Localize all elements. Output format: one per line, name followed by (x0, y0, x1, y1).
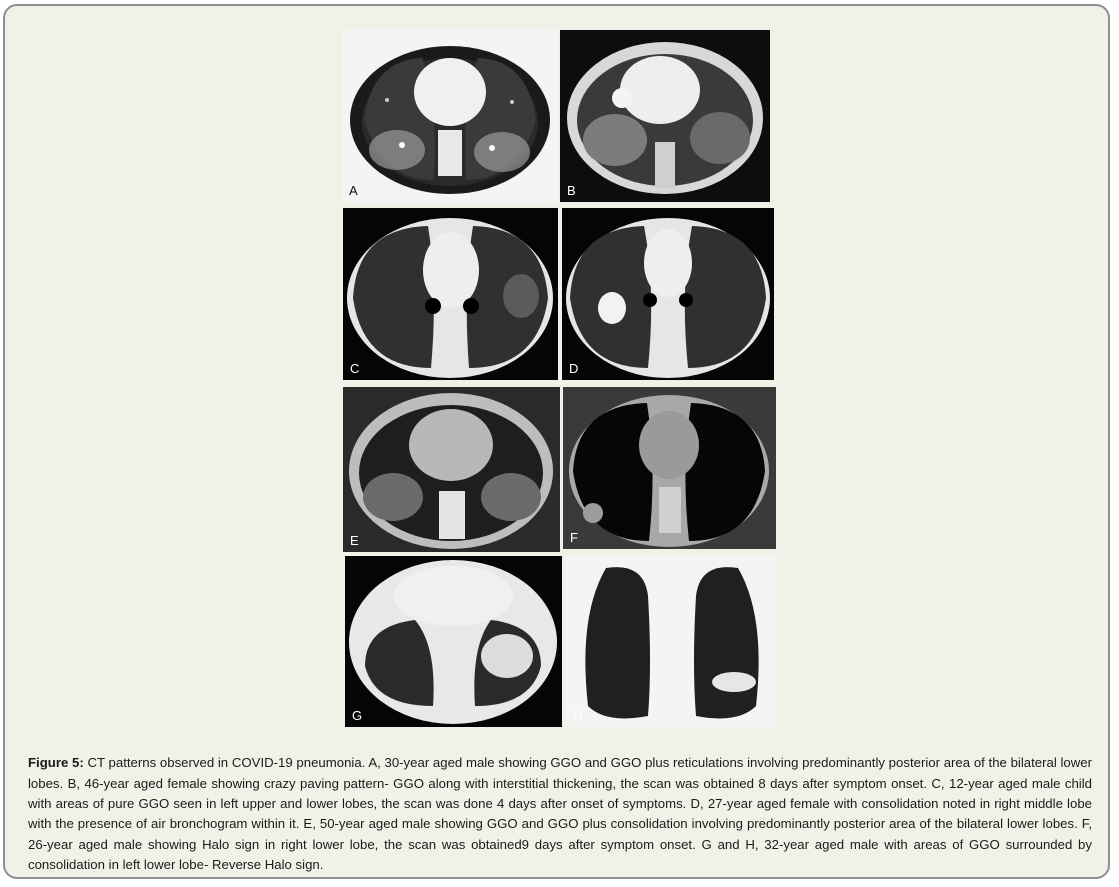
ct-image-f (563, 387, 776, 549)
ct-image-c (343, 208, 558, 380)
panel-label-a: A (349, 183, 358, 198)
ct-panel-a (342, 30, 558, 202)
ct-image-e (343, 387, 560, 552)
figure-caption (28, 753, 1092, 875)
panel-label-e: E (350, 533, 359, 548)
ct-panel-b (560, 30, 770, 202)
ct-image-h (566, 556, 777, 727)
ct-image-a (342, 30, 558, 202)
ct-image-g (345, 556, 562, 727)
ct-panel-e (343, 387, 560, 552)
panel-label-f: F (570, 530, 578, 545)
ct-panel-g (345, 556, 562, 727)
ct-panel-h (566, 556, 777, 727)
panel-label-d: D (569, 361, 579, 376)
ct-panel-c (343, 208, 558, 380)
ct-panel-f (563, 387, 776, 549)
panel-label-b: B (567, 183, 576, 198)
panel-label-h: H (573, 708, 583, 723)
caption-text: CT patterns observed in COVID-19 pneumonia. A, 30-year aged male showing GGO and GGO plus reticulations involving predominantly posterior area of the bilateral lower lobes. B, 46-year aged female showing crazy paving pattern- GGO along with interstitial thickening, the scan was obtained 8 days after symptom onset. C, 12-year aged male child with areas of pure GGO seen in left upper and lower lobes, the scan was done 4 days after onset of symptoms. D, 27-year aged female with consolidation noted in right middle lobe with the presence of air bronchogram within it. E, 50-year aged male showing GGO and GGO plus consolidation involving predominantly posterior area of the bilateral lower lobes. F, 26-year aged male showing Halo sign in right lower lobe, the scan was obtained9 days after symptom onset. G and H, 32-year aged male with areas of GGO surrounded by consolidation in left lower lobe- Reverse Halo sign. (28, 755, 1093, 873)
ct-image-b (560, 30, 770, 202)
ct-image-d (562, 208, 774, 380)
panel-label-g: G (352, 708, 363, 723)
panel-label-c: C (350, 361, 360, 376)
caption-label: Figure 5: (28, 755, 84, 771)
ct-panel-d (562, 208, 774, 380)
